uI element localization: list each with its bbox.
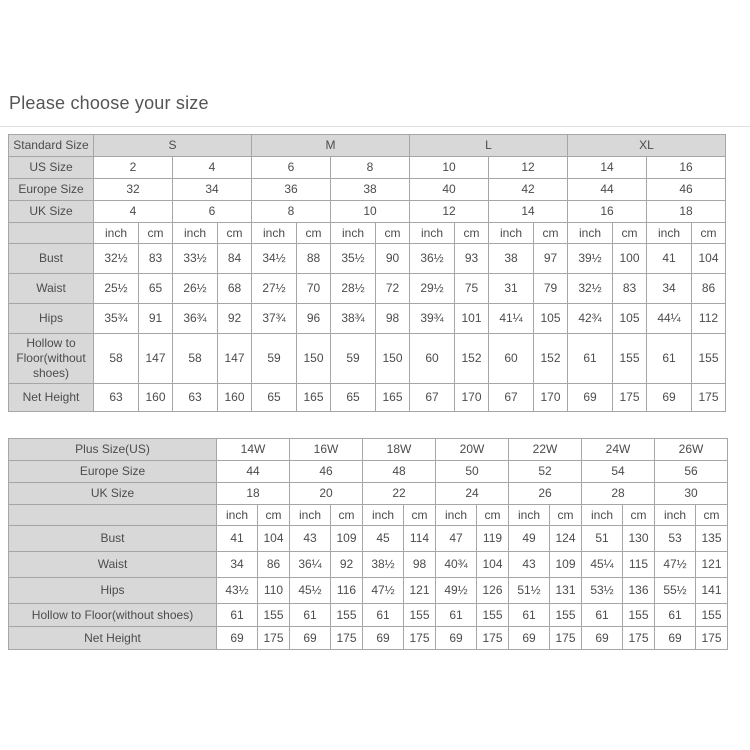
value-cell: 61 <box>655 604 696 627</box>
value-cell: 8 <box>252 201 331 223</box>
value-cell: inch <box>489 223 534 244</box>
value-cell: 51 <box>582 526 623 552</box>
value-cell: 75 <box>455 274 489 304</box>
label-cell: Hollow to Floor(without shoes) <box>9 604 217 627</box>
value-cell: 25½ <box>94 274 139 304</box>
value-cell: 130 <box>623 526 655 552</box>
label-cell: Net Height <box>9 384 94 412</box>
value-cell: 79 <box>534 274 568 304</box>
value-cell: 63 <box>94 384 139 412</box>
value-cell: 150 <box>376 334 410 384</box>
value-cell: 104 <box>692 244 726 274</box>
value-cell: 83 <box>613 274 647 304</box>
value-cell: 124 <box>550 526 582 552</box>
value-cell: 155 <box>550 604 582 627</box>
value-cell: 4 <box>94 201 173 223</box>
value-cell: 26W <box>655 439 728 461</box>
value-cell: 36¾ <box>173 304 218 334</box>
value-cell: 155 <box>477 604 509 627</box>
value-cell: 61 <box>647 334 692 384</box>
value-cell: 141 <box>696 578 728 604</box>
table-row <box>9 157 726 179</box>
value-cell: cm <box>534 223 568 244</box>
table-row <box>9 244 726 274</box>
value-cell: 69 <box>568 384 613 412</box>
label-cell: Europe Size <box>9 461 217 483</box>
plus-size-table-body <box>9 439 728 650</box>
value-cell: 10 <box>410 157 489 179</box>
label-cell <box>9 505 217 526</box>
value-cell: cm <box>696 505 728 526</box>
value-cell: 43 <box>290 526 331 552</box>
value-cell: 170 <box>534 384 568 412</box>
value-cell: 27½ <box>252 274 297 304</box>
value-cell: 68 <box>218 274 252 304</box>
value-cell: 175 <box>696 627 728 650</box>
value-cell: 69 <box>290 627 331 650</box>
value-cell: 35½ <box>331 244 376 274</box>
value-cell: 65 <box>252 384 297 412</box>
table-row <box>9 439 728 461</box>
value-cell: inch <box>331 223 376 244</box>
label-cell: Standard Size <box>9 135 94 157</box>
value-cell: 101 <box>455 304 489 334</box>
value-cell: 61 <box>568 334 613 384</box>
label-cell: Waist <box>9 274 94 304</box>
value-cell: 155 <box>331 604 363 627</box>
label-cell: Bust <box>9 244 94 274</box>
value-cell: 45½ <box>290 578 331 604</box>
value-cell: 30 <box>655 483 728 505</box>
value-cell: 10 <box>331 201 410 223</box>
value-cell: cm <box>623 505 655 526</box>
value-cell: 69 <box>582 627 623 650</box>
value-cell: 12 <box>489 157 568 179</box>
value-cell: 18W <box>363 439 436 461</box>
value-cell: 14W <box>217 439 290 461</box>
value-cell: inch <box>290 505 331 526</box>
value-cell: 26 <box>509 483 582 505</box>
value-cell: 43 <box>509 552 550 578</box>
value-cell: cm <box>297 223 331 244</box>
table-row <box>9 461 728 483</box>
value-cell: 92 <box>331 552 363 578</box>
value-cell: 84 <box>218 244 252 274</box>
table-row <box>9 334 726 384</box>
value-cell: 56 <box>655 461 728 483</box>
value-cell: 40¾ <box>436 552 477 578</box>
value-cell: 47½ <box>655 552 696 578</box>
value-cell: 46 <box>647 179 726 201</box>
value-cell: cm <box>613 223 647 244</box>
value-cell: 53½ <box>582 578 623 604</box>
value-cell: 49 <box>509 526 550 552</box>
value-cell: cm <box>477 505 509 526</box>
value-cell: 42¾ <box>568 304 613 334</box>
value-cell: 59 <box>252 334 297 384</box>
value-cell: 155 <box>696 604 728 627</box>
value-cell: 41 <box>647 244 692 274</box>
value-cell: inch <box>647 223 692 244</box>
value-cell: 44¼ <box>647 304 692 334</box>
value-cell: 175 <box>613 384 647 412</box>
value-cell: 121 <box>696 552 728 578</box>
value-cell: 38¾ <box>331 304 376 334</box>
label-cell: Hips <box>9 578 217 604</box>
value-cell: 92 <box>218 304 252 334</box>
value-cell: 61 <box>363 604 404 627</box>
value-cell: 69 <box>436 627 477 650</box>
value-cell: 14 <box>568 157 647 179</box>
value-cell: 86 <box>258 552 290 578</box>
value-cell: 165 <box>376 384 410 412</box>
value-cell: 126 <box>477 578 509 604</box>
value-cell: 175 <box>477 627 509 650</box>
table-row <box>9 201 726 223</box>
value-cell: 155 <box>258 604 290 627</box>
value-cell: 135 <box>696 526 728 552</box>
page-title: Please choose your size <box>9 93 209 113</box>
value-cell: cm <box>404 505 436 526</box>
value-cell: 31 <box>489 274 534 304</box>
value-cell: 110 <box>258 578 290 604</box>
label-cell: Waist <box>9 552 217 578</box>
value-cell: 155 <box>692 334 726 384</box>
value-cell: 34 <box>173 179 252 201</box>
value-cell: 69 <box>509 627 550 650</box>
value-cell: 152 <box>534 334 568 384</box>
label-cell: S <box>94 135 252 157</box>
value-cell: cm <box>376 223 410 244</box>
label-cell: Hips <box>9 304 94 334</box>
label-cell: Bust <box>9 526 217 552</box>
value-cell: 4 <box>173 157 252 179</box>
value-cell: inch <box>94 223 139 244</box>
label-cell: Plus Size(US) <box>9 439 217 461</box>
value-cell: 69 <box>217 627 258 650</box>
value-cell: 53 <box>655 526 696 552</box>
value-cell: 98 <box>376 304 410 334</box>
value-cell: 2 <box>94 157 173 179</box>
value-cell: 70 <box>297 274 331 304</box>
value-cell: inch <box>252 223 297 244</box>
label-cell: L <box>410 135 568 157</box>
value-cell: inch <box>363 505 404 526</box>
value-cell: 16 <box>568 201 647 223</box>
value-cell: 24 <box>436 483 509 505</box>
table-row <box>9 274 726 304</box>
value-cell: 18 <box>647 201 726 223</box>
value-cell: 61 <box>509 604 550 627</box>
value-cell: 175 <box>331 627 363 650</box>
value-cell: 160 <box>218 384 252 412</box>
value-cell: 32½ <box>568 274 613 304</box>
value-cell: 61 <box>436 604 477 627</box>
value-cell: inch <box>568 223 613 244</box>
value-cell: 41 <box>217 526 258 552</box>
table-row <box>9 627 728 650</box>
value-cell: 14 <box>489 201 568 223</box>
value-cell: 44 <box>568 179 647 201</box>
value-cell: 44 <box>217 461 290 483</box>
value-cell: inch <box>173 223 218 244</box>
value-cell: 65 <box>331 384 376 412</box>
value-cell: 49½ <box>436 578 477 604</box>
value-cell: 147 <box>218 334 252 384</box>
value-cell: 42 <box>489 179 568 201</box>
value-cell: inch <box>436 505 477 526</box>
value-cell: cm <box>692 223 726 244</box>
value-cell: 96 <box>297 304 331 334</box>
value-cell: 8 <box>331 157 410 179</box>
table-row <box>9 578 728 604</box>
value-cell: 34 <box>217 552 258 578</box>
value-cell: 45¼ <box>582 552 623 578</box>
value-cell: 98 <box>404 552 436 578</box>
value-cell: 58 <box>94 334 139 384</box>
value-cell: 38½ <box>363 552 404 578</box>
value-cell: 61 <box>217 604 258 627</box>
value-cell: 155 <box>613 334 647 384</box>
title-divider <box>0 126 750 127</box>
table-row <box>9 604 728 627</box>
value-cell: 6 <box>252 157 331 179</box>
value-cell: 28 <box>582 483 655 505</box>
value-cell: 160 <box>139 384 173 412</box>
value-cell: 60 <box>410 334 455 384</box>
value-cell: 69 <box>363 627 404 650</box>
value-cell: 34 <box>647 274 692 304</box>
label-cell: M <box>252 135 410 157</box>
value-cell: 32½ <box>94 244 139 274</box>
value-cell: 6 <box>173 201 252 223</box>
value-cell: 59 <box>331 334 376 384</box>
value-cell: 39¾ <box>410 304 455 334</box>
value-cell: 34½ <box>252 244 297 274</box>
standard-size-table <box>8 134 726 412</box>
value-cell: inch <box>509 505 550 526</box>
value-cell: 51½ <box>509 578 550 604</box>
table-row <box>9 304 726 334</box>
value-cell: 136 <box>623 578 655 604</box>
value-cell: 131 <box>550 578 582 604</box>
value-cell: 16W <box>290 439 363 461</box>
value-cell: 116 <box>331 578 363 604</box>
label-cell: US Size <box>9 157 94 179</box>
value-cell: 165 <box>297 384 331 412</box>
value-cell: 175 <box>692 384 726 412</box>
value-cell: 16 <box>647 157 726 179</box>
value-cell: 58 <box>173 334 218 384</box>
value-cell: 90 <box>376 244 410 274</box>
standard-size-table-body <box>9 135 726 412</box>
value-cell: 61 <box>582 604 623 627</box>
value-cell: 60 <box>489 334 534 384</box>
value-cell: 105 <box>534 304 568 334</box>
value-cell: 175 <box>258 627 290 650</box>
table-row <box>9 526 728 552</box>
value-cell: 105 <box>613 304 647 334</box>
value-cell: 18 <box>217 483 290 505</box>
value-cell: 114 <box>404 526 436 552</box>
value-cell: 55½ <box>655 578 696 604</box>
value-cell: 40 <box>410 179 489 201</box>
value-cell: 35¾ <box>94 304 139 334</box>
value-cell: 33½ <box>173 244 218 274</box>
value-cell: cm <box>139 223 173 244</box>
value-cell: 104 <box>258 526 290 552</box>
label-cell: Europe Size <box>9 179 94 201</box>
value-cell: 46 <box>290 461 363 483</box>
label-cell: UK Size <box>9 483 217 505</box>
value-cell: 38 <box>331 179 410 201</box>
value-cell: 97 <box>534 244 568 274</box>
value-cell: 52 <box>509 461 582 483</box>
value-cell: 115 <box>623 552 655 578</box>
value-cell: cm <box>550 505 582 526</box>
plus-size-table <box>8 438 728 650</box>
value-cell: 175 <box>623 627 655 650</box>
table-row <box>9 505 728 526</box>
value-cell: 150 <box>297 334 331 384</box>
value-cell: 86 <box>692 274 726 304</box>
value-cell: 47½ <box>363 578 404 604</box>
value-cell: 45 <box>363 526 404 552</box>
label-cell <box>9 223 94 244</box>
value-cell: 155 <box>623 604 655 627</box>
value-cell: cm <box>258 505 290 526</box>
value-cell: 20W <box>436 439 509 461</box>
value-cell: 36 <box>252 179 331 201</box>
value-cell: 38 <box>489 244 534 274</box>
table-row <box>9 135 726 157</box>
label-cell: Net Height <box>9 627 217 650</box>
value-cell: 39½ <box>568 244 613 274</box>
value-cell: cm <box>331 505 363 526</box>
value-cell: 155 <box>404 604 436 627</box>
value-cell: 175 <box>404 627 436 650</box>
value-cell: inch <box>655 505 696 526</box>
value-cell: 63 <box>173 384 218 412</box>
value-cell: cm <box>455 223 489 244</box>
value-cell: 48 <box>363 461 436 483</box>
table-row <box>9 483 728 505</box>
table-row <box>9 384 726 412</box>
value-cell: 147 <box>139 334 173 384</box>
value-cell: 22 <box>363 483 436 505</box>
value-cell: inch <box>410 223 455 244</box>
value-cell: 41¼ <box>489 304 534 334</box>
table-row <box>9 179 726 201</box>
value-cell: 29½ <box>410 274 455 304</box>
value-cell: inch <box>217 505 258 526</box>
value-cell: 65 <box>139 274 173 304</box>
value-cell: 109 <box>550 552 582 578</box>
value-cell: inch <box>582 505 623 526</box>
value-cell: 100 <box>613 244 647 274</box>
table-row <box>9 223 726 244</box>
value-cell: 83 <box>139 244 173 274</box>
value-cell: 36½ <box>410 244 455 274</box>
value-cell: 67 <box>410 384 455 412</box>
value-cell: 61 <box>290 604 331 627</box>
value-cell: 93 <box>455 244 489 274</box>
value-cell: 12 <box>410 201 489 223</box>
value-cell: 69 <box>655 627 696 650</box>
value-cell: 54 <box>582 461 655 483</box>
value-cell: 26½ <box>173 274 218 304</box>
value-cell: 109 <box>331 526 363 552</box>
value-cell: 24W <box>582 439 655 461</box>
value-cell: 28½ <box>331 274 376 304</box>
value-cell: cm <box>218 223 252 244</box>
value-cell: 91 <box>139 304 173 334</box>
value-cell: 47 <box>436 526 477 552</box>
label-cell: UK Size <box>9 201 94 223</box>
value-cell: 152 <box>455 334 489 384</box>
value-cell: 175 <box>550 627 582 650</box>
value-cell: 104 <box>477 552 509 578</box>
value-cell: 121 <box>404 578 436 604</box>
value-cell: 112 <box>692 304 726 334</box>
value-cell: 20 <box>290 483 363 505</box>
value-cell: 22W <box>509 439 582 461</box>
value-cell: 32 <box>94 179 173 201</box>
table-row <box>9 552 728 578</box>
value-cell: 69 <box>647 384 692 412</box>
value-cell: 88 <box>297 244 331 274</box>
value-cell: 43½ <box>217 578 258 604</box>
value-cell: 50 <box>436 461 509 483</box>
value-cell: 67 <box>489 384 534 412</box>
label-cell: Hollow to Floor(without shoes) <box>9 334 94 384</box>
value-cell: 37¾ <box>252 304 297 334</box>
label-cell: XL <box>568 135 726 157</box>
value-cell: 36¼ <box>290 552 331 578</box>
value-cell: 119 <box>477 526 509 552</box>
value-cell: 72 <box>376 274 410 304</box>
value-cell: 170 <box>455 384 489 412</box>
